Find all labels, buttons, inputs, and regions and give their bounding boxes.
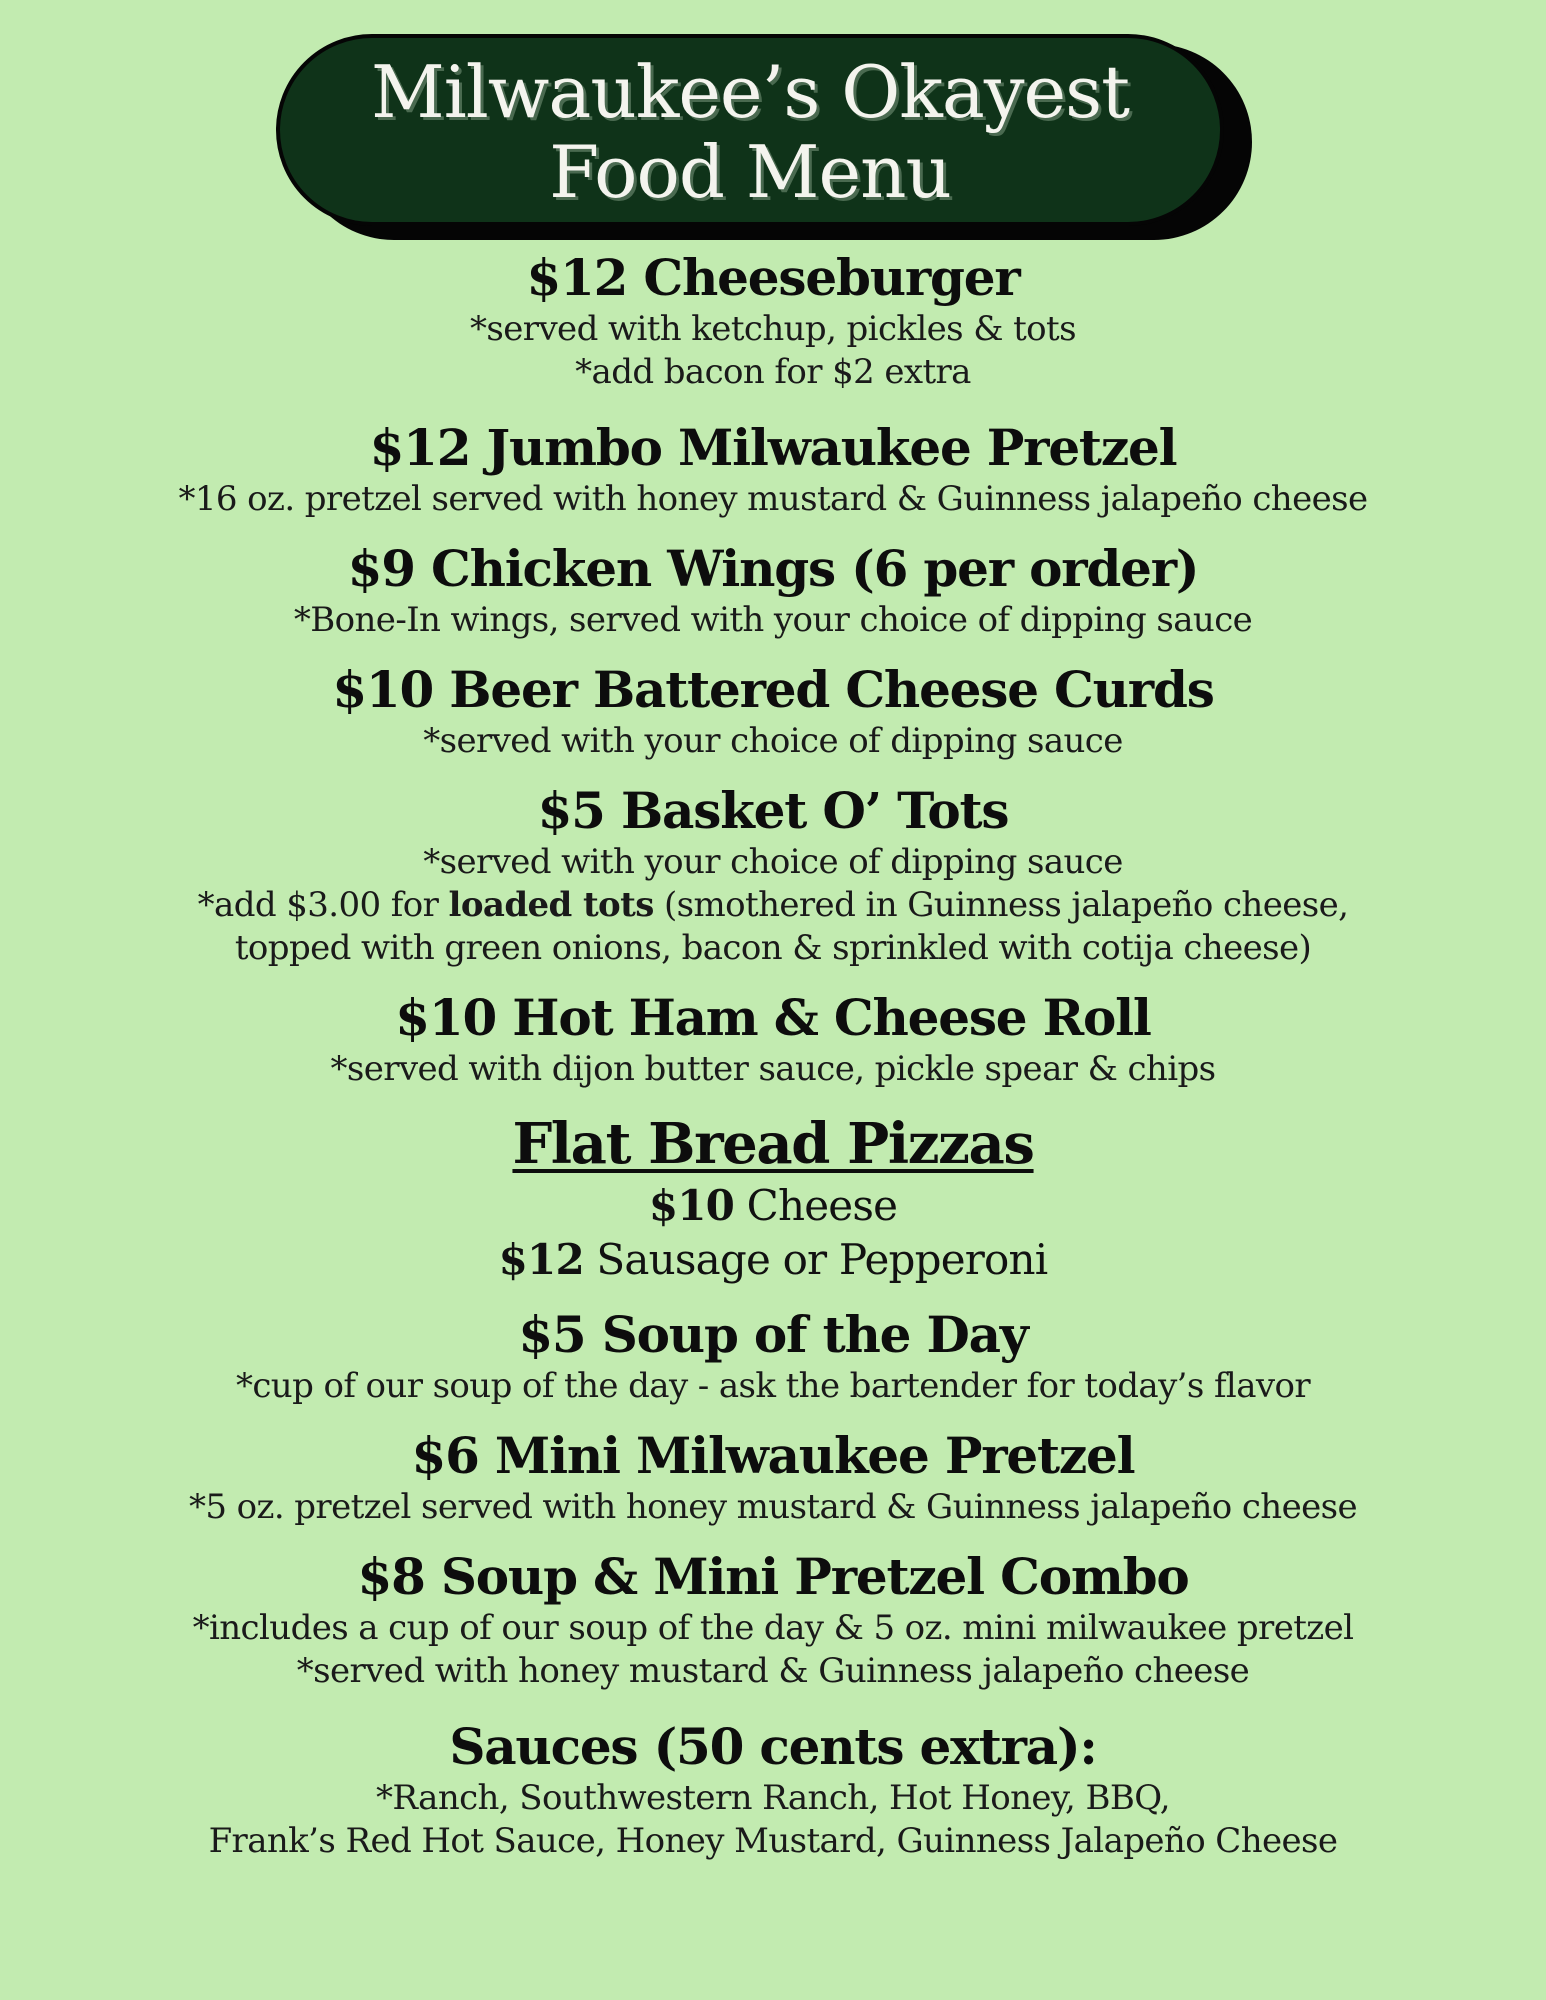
loaded-tots-suffix: (smothered in Guinness jalapeño cheese, bbox=[653, 885, 1349, 925]
item-title: $10 Beer Battered Cheese Curds bbox=[332, 660, 1214, 719]
menu-item-soup-of-the-day bbox=[0, 1305, 1546, 1408]
item-title: $9 Chicken Wings (6 per order) bbox=[347, 539, 1199, 598]
menu-list bbox=[0, 248, 1546, 1863]
item-note: *Bone-In wings, served with your choice of dipping sauce bbox=[293, 600, 1253, 640]
item-title: $10 Hot Ham & Cheese Roll bbox=[395, 988, 1151, 1047]
item-note: *served with your choice of dipping sauce bbox=[423, 721, 1123, 761]
pizza-price: $10 bbox=[648, 1181, 735, 1230]
pizza-name: Sausage or Pepperoni bbox=[583, 1235, 1048, 1284]
item-title: $6 Mini Milwaukee Pretzel bbox=[411, 1426, 1135, 1485]
item-note: *served with your choice of dipping sauce bbox=[423, 842, 1123, 882]
sauces-title: Sauces (50 cents extra): bbox=[449, 1717, 1097, 1776]
menu-item-soup-pretzel-combo bbox=[0, 1547, 1546, 1693]
item-note: *served with ketchup, pickles & tots bbox=[470, 309, 1076, 349]
menu-item-mini-pretzel bbox=[0, 1426, 1546, 1529]
menu-item-cheeseburger bbox=[0, 248, 1546, 394]
item-note: *includes a cup of our soup of the day & 5 oz. mini milwaukee pretzel bbox=[192, 1608, 1354, 1648]
pizza-price: $12 bbox=[498, 1235, 584, 1284]
item-note: *add bacon for $2 extra bbox=[575, 352, 971, 392]
item-note: topped with green onions, bacon & sprinkled with cotija cheese) bbox=[234, 928, 1312, 968]
item-title: $12 Jumbo Milwaukee Pretzel bbox=[369, 418, 1177, 477]
item-title: $12 Cheeseburger bbox=[526, 248, 1020, 307]
sauces-list-line-1: *Ranch, Southwestern Ranch, Hot Honey, BBQ, bbox=[375, 1778, 1171, 1818]
menu-title-line-2: Food Menu bbox=[549, 130, 951, 214]
item-note: *served with dijon butter sauce, pickle spear & chips bbox=[330, 1049, 1216, 1089]
pizza-option-sausage-pepperoni bbox=[0, 1233, 1546, 1287]
title-banner bbox=[276, 34, 1224, 226]
flatbread-section bbox=[0, 1109, 1546, 1287]
item-title: $8 Soup & Mini Pretzel Combo bbox=[357, 1547, 1189, 1606]
item-title: $5 Basket O’ Tots bbox=[537, 781, 1009, 840]
item-note: *served with honey mustard & Guinness jalapeño cheese bbox=[296, 1651, 1250, 1691]
item-note: *5 oz. pretzel served with honey mustard & Guinness jalapeño cheese bbox=[189, 1487, 1357, 1527]
sauces-list-line-2: Frank’s Red Hot Sauce, Honey Mustard, Guinness Jalapeño Cheese bbox=[208, 1821, 1338, 1861]
menu-item-cheese-curds bbox=[0, 660, 1546, 763]
flatbread-title: Flat Bread Pizzas bbox=[512, 1111, 1034, 1177]
sauces-section bbox=[0, 1717, 1546, 1863]
loaded-tots-prefix: *add $3.00 for bbox=[197, 885, 449, 925]
menu-item-jumbo-pretzel bbox=[0, 418, 1546, 521]
item-note: *cup of our soup of the day - ask the bartender for today’s flavor bbox=[235, 1366, 1311, 1406]
menu-item-ham-cheese-roll bbox=[0, 988, 1546, 1091]
menu-item-chicken-wings bbox=[0, 539, 1546, 642]
menu-item-basket-of-tots bbox=[0, 781, 1546, 970]
pizza-name: Cheese bbox=[734, 1181, 898, 1230]
loaded-tots-label: loaded tots bbox=[448, 885, 654, 925]
item-note: *16 oz. pretzel served with honey mustard & Guinness jalapeño cheese bbox=[178, 479, 1368, 519]
item-title: $5 Soup of the Day bbox=[518, 1305, 1028, 1364]
pizza-option-cheese bbox=[0, 1179, 1546, 1233]
loaded-tots-note bbox=[0, 884, 1546, 927]
menu-title-line-1: Milwaukee’s Okayest bbox=[370, 50, 1130, 134]
